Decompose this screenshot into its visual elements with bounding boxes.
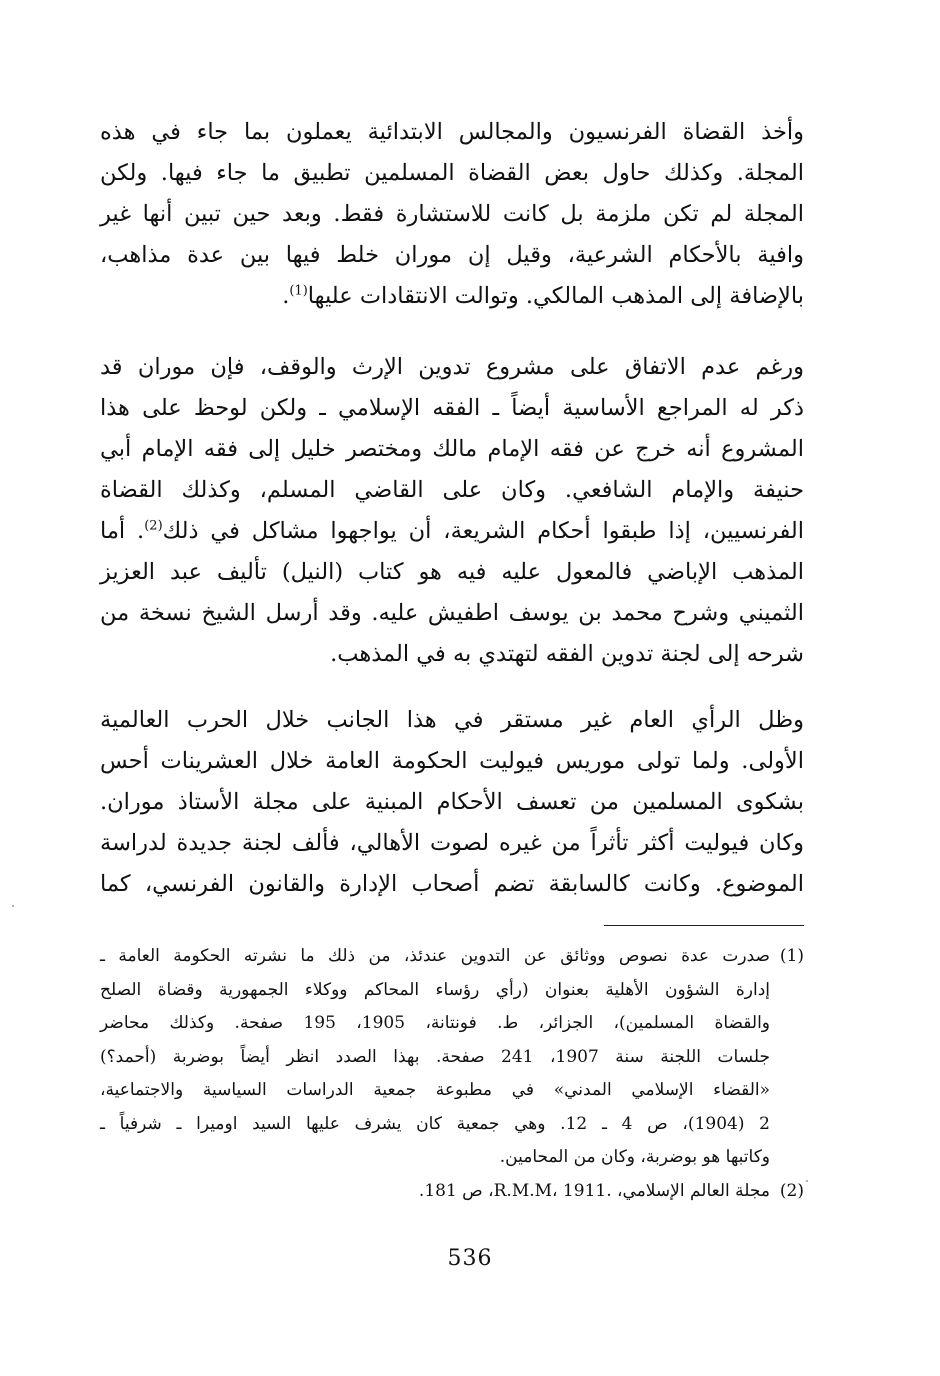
- text-line: المشروع أنه خرج عن فقه الإمام مالك ومختصر خليل إلى فقه الإمام أبي: [100, 436, 804, 462]
- text-line: ذكر له المراجع الأساسية أيضاً ـ الفقه الإسلامي ـ ولكن لوحظ على هذا: [100, 395, 804, 421]
- text-fragment: الفرنسيين، إذا طبقوا أحكام الشريعة، أن يواجهوا مشاكل في ذلك: [162, 518, 804, 544]
- text-line: المذهب الإباضي فالمعول عليه فيه هو كتاب (النيل) تأليف عبد العزيز: [100, 559, 804, 585]
- footnote-reference-2[interactable]: (2): [144, 518, 163, 534]
- text-line: ورغم عدم الاتفاق على مشروع تدوين الإرث والوقف، فإن موران قد: [100, 354, 804, 380]
- footnote-number: (1): [779, 946, 804, 966]
- footnote-line: مجلة العالم الإسلامي، .R.M.M، 1911، ص 181.: [418, 1180, 770, 1201]
- text-line: وافية بالأحكام الشرعية، وقيل إن موران خلط فيها بين عدة مذاهب،: [100, 242, 804, 268]
- text-line: الموضوع. وكانت كالسابقة تضم أصحاب الإدارة والقانون الفرنسي، كما: [100, 871, 804, 897]
- footnote-line: جلسات اللجنة سنة 1907، 241 صفحة. بهذا الصدد انظر أيضاً بوضربة (أحمد؟): [100, 1046, 771, 1067]
- footnote-line: صدرت عدة نصوص ووثائق عن التدوين عندئذ، من ذلك ما نشرته الحكومة العامة ـ: [100, 946, 770, 966]
- paragraph-1: [100, 112, 804, 317]
- paragraph-3: [100, 700, 804, 905]
- text-line: المجلة. وكذلك حاول بعض القضاة المسلمين تطبيق ما جاء فيها. ولكن: [100, 160, 804, 186]
- text-line: [100, 511, 804, 552]
- text-line: الثميني وشرح محمد بن يوسف اطفيش عليه. وقد أرسل الشيخ نسخة من: [100, 600, 804, 626]
- text-fragment: . أما: [100, 518, 145, 544]
- footnote-number: (2): [779, 1180, 804, 1201]
- page-number: 536: [447, 1246, 493, 1271]
- scan-speck: [806, 1180, 808, 1182]
- footnote-separator: [604, 925, 804, 926]
- text-line: [100, 276, 804, 317]
- scan-speck: [12, 905, 14, 907]
- footnote-line: إدارة الشؤون الأهلية بعنوان (رأي رؤساء المحاكم ووكلاء الجمهورية وقضاة الصلح: [100, 979, 770, 1000]
- footnote-line: 2 (1904)، ص 4 ـ 12. وهي جمعية كان يشرف عليها السيد اوميرا ـ شرفياً ـ: [100, 1113, 770, 1134]
- footnotes: [100, 940, 804, 1208]
- footnote-2: [100, 1175, 804, 1209]
- text-line: بشكوى المسلمين من تعسف الأحكام المبنية على مجلة الأستاذ موران.: [100, 789, 804, 815]
- text-line: وكان فيوليت أكثر تأثراً من غيره لصوت الأهالي، فألف لجنة جديدة لدراسة: [100, 830, 804, 856]
- text-fragment: .: [282, 283, 290, 309]
- footnote-line: والقضاة المسلمين)، الجزائر، ط. فونتانة، 1905، 195 صفحة. وكذلك محاضر: [100, 1013, 771, 1033]
- text-line: الأولى. ولما تولى موريس فيوليت الحكومة العامة خلال العشرينات أحس: [100, 748, 804, 774]
- footnote-reference-1[interactable]: (1): [289, 283, 308, 299]
- text-line: وأخذ القضاة الفرنسيون والمجالس الابتدائية يعملون بما جاء في هذه: [100, 119, 804, 145]
- text-line: حنيفة والإمام الشافعي. وكان على القاضي المسلم، وكذلك القضاة: [100, 477, 804, 503]
- footnote-1: [100, 940, 804, 1175]
- footnote-line: وكاتبها هو بوضربة، وكان من المحامين.: [499, 1147, 770, 1167]
- text-line: وظل الرأي العام غير مستقر في هذا الجانب خلال الحرب العالمية: [100, 707, 804, 733]
- footnote-line: «القضاء الإسلامي المدني» في مطبوعة جمعية الدراسات السياسية والاجتماعية،: [100, 1080, 770, 1100]
- text-fragment: بالإضافة إلى المذهب المالكي. وتوالت الانتقادات عليها: [307, 283, 804, 309]
- text-line: شرحه إلى لجنة تدوين الفقه لتهتدي به في المذهب.: [330, 641, 804, 667]
- paragraph-2: [100, 347, 804, 675]
- text-line: المجلة لم تكن ملزمة بل كانت للاستشارة فقط. وبعد حين تبين أنها غير: [100, 201, 804, 227]
